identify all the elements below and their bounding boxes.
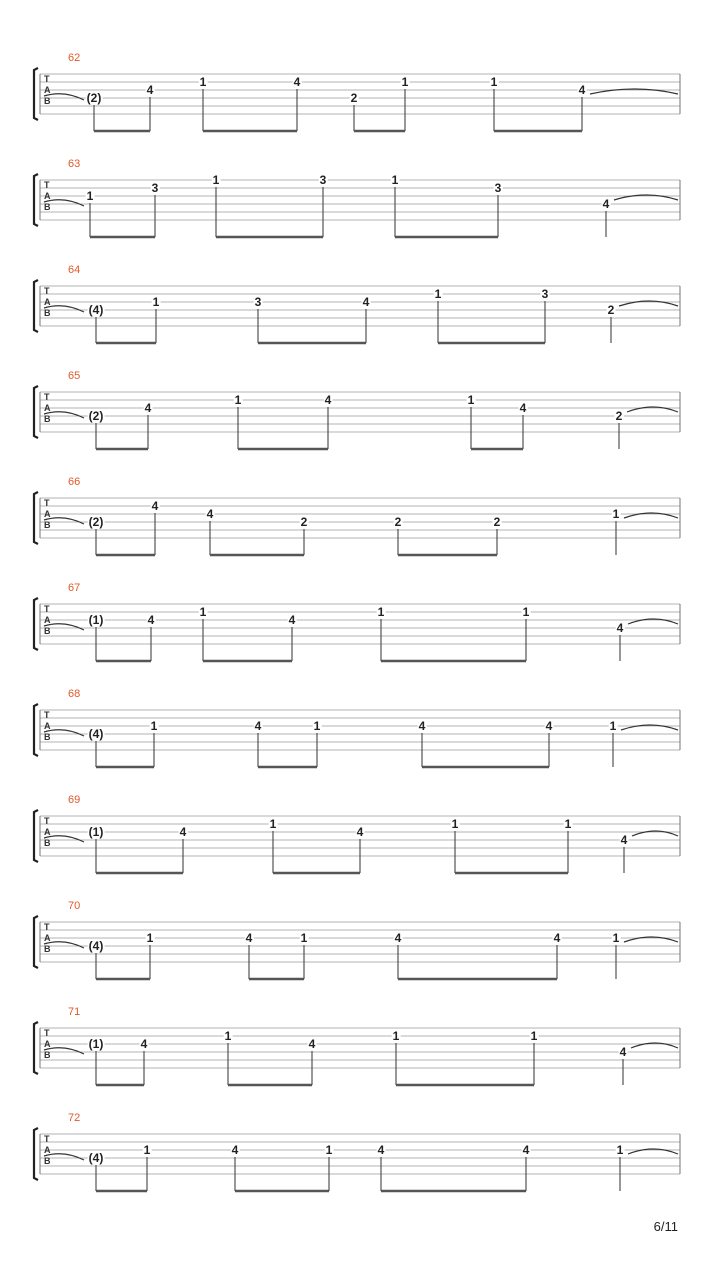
fret-number: 1 bbox=[451, 817, 459, 831]
fret-number: 4 bbox=[418, 719, 426, 733]
tab-system bbox=[0, 476, 720, 582]
tab-system bbox=[0, 794, 720, 900]
fret-number: 4 bbox=[288, 613, 296, 627]
tab-staff bbox=[0, 1112, 720, 1218]
tab-clef-letter: B bbox=[44, 944, 51, 954]
measure-number: 62 bbox=[68, 52, 81, 64]
tab-system bbox=[0, 158, 720, 264]
tab-clef-letter: B bbox=[44, 202, 51, 212]
fret-number: 3 bbox=[494, 181, 502, 195]
tab-clef-letter: A bbox=[44, 827, 51, 837]
tab-clef-letter: B bbox=[44, 838, 51, 848]
fret-number: 4 bbox=[144, 401, 152, 415]
tab-clef-letter: B bbox=[44, 1156, 51, 1166]
fret-number: 4 bbox=[179, 825, 187, 839]
tab-staff bbox=[0, 582, 720, 688]
fret-number: 1 bbox=[300, 931, 308, 945]
tab-clef-letter: T bbox=[44, 1134, 50, 1144]
fret-number: 4 bbox=[151, 499, 159, 513]
fret-number: 3 bbox=[541, 287, 549, 301]
fret-number: 4 bbox=[522, 1143, 530, 1157]
system-bracket bbox=[34, 598, 38, 650]
fret-number: 1 bbox=[564, 817, 572, 831]
fret-number: 2 bbox=[493, 515, 501, 529]
fret-number: 4 bbox=[553, 931, 561, 945]
tab-clef-letter: A bbox=[44, 191, 51, 201]
fret-number: 1 bbox=[143, 1143, 151, 1157]
fret-number: 1 bbox=[401, 75, 409, 89]
tab-clef-letter: B bbox=[44, 1050, 51, 1060]
fret-number: 4 bbox=[620, 833, 628, 847]
tab-system bbox=[0, 52, 720, 158]
fret-number: 4 bbox=[146, 83, 154, 97]
fret-number: 3 bbox=[254, 295, 262, 309]
tab-clef-letter: T bbox=[44, 74, 50, 84]
fret-number: 1 bbox=[152, 295, 160, 309]
tab-system bbox=[0, 264, 720, 370]
tab-clef-letter: B bbox=[44, 96, 51, 106]
system-bracket bbox=[34, 174, 38, 226]
fret-number: 1 bbox=[377, 605, 385, 619]
fret-number: (1) bbox=[88, 825, 104, 839]
fret-number: 1 bbox=[434, 287, 442, 301]
fret-number: 2 bbox=[350, 91, 358, 105]
measure-number: 70 bbox=[68, 900, 81, 912]
fret-number: (4) bbox=[88, 303, 104, 317]
tab-clef-letter: T bbox=[44, 922, 50, 932]
system-bracket bbox=[34, 810, 38, 862]
tab-clef-letter: A bbox=[44, 509, 51, 519]
fret-number: (1) bbox=[88, 613, 104, 627]
tab-staff bbox=[0, 370, 720, 476]
tab-system bbox=[0, 1112, 720, 1218]
tab-clef-letter: A bbox=[44, 1145, 51, 1155]
system-bracket bbox=[34, 1128, 38, 1180]
tab-clef-letter: T bbox=[44, 816, 50, 826]
fret-number: 1 bbox=[150, 719, 158, 733]
fret-number: 1 bbox=[616, 1143, 624, 1157]
fret-number: (4) bbox=[88, 1151, 104, 1165]
tab-system bbox=[0, 900, 720, 1006]
fret-number: 4 bbox=[394, 931, 402, 945]
fret-number: 1 bbox=[313, 719, 321, 733]
fret-number: 4 bbox=[245, 931, 253, 945]
system-bracket bbox=[34, 68, 38, 120]
tab-clef-letter: B bbox=[44, 308, 51, 318]
tab-clef-letter: B bbox=[44, 520, 51, 530]
measure-number: 67 bbox=[68, 582, 81, 594]
tab-clef-letter: T bbox=[44, 498, 50, 508]
tab-staff bbox=[0, 900, 720, 1006]
tab-clef-letter: T bbox=[44, 710, 50, 720]
tab-staff bbox=[0, 264, 720, 370]
tab-clef-letter: A bbox=[44, 297, 51, 307]
fret-number: 1 bbox=[392, 1029, 400, 1043]
fret-number: 1 bbox=[522, 605, 530, 619]
fret-number: 1 bbox=[199, 605, 207, 619]
fret-number: 4 bbox=[206, 507, 214, 521]
tab-clef-letter: T bbox=[44, 1028, 50, 1038]
fret-number: 4 bbox=[602, 197, 610, 211]
measure-number: 72 bbox=[68, 1112, 81, 1124]
fret-number: 4 bbox=[619, 1045, 627, 1059]
system-bracket bbox=[34, 704, 38, 756]
fret-number: 1 bbox=[212, 173, 220, 187]
fret-number: 1 bbox=[325, 1143, 333, 1157]
tab-clef-letter: B bbox=[44, 414, 51, 424]
fret-number: 1 bbox=[86, 189, 94, 203]
system-bracket bbox=[34, 916, 38, 968]
tab-clef-letter: T bbox=[44, 286, 50, 296]
system-bracket bbox=[34, 386, 38, 438]
tab-clef-letter: T bbox=[44, 392, 50, 402]
system-bracket bbox=[34, 280, 38, 332]
fret-number: 1 bbox=[609, 719, 617, 733]
fret-number: 4 bbox=[578, 83, 586, 97]
measure-number: 68 bbox=[68, 688, 81, 700]
fret-number: 4 bbox=[324, 393, 332, 407]
fret-number: 4 bbox=[362, 295, 370, 309]
tab-staff bbox=[0, 476, 720, 582]
fret-number: 4 bbox=[147, 613, 155, 627]
fret-number: 1 bbox=[490, 75, 498, 89]
measure-number: 63 bbox=[68, 158, 81, 170]
tab-staff bbox=[0, 158, 720, 264]
fret-number: 4 bbox=[308, 1037, 316, 1051]
tab-clef-letter: A bbox=[44, 1039, 51, 1049]
fret-number: 1 bbox=[146, 931, 154, 945]
tab-staff bbox=[0, 688, 720, 794]
fret-number: (4) bbox=[88, 939, 104, 953]
fret-number: 4 bbox=[254, 719, 262, 733]
tab-clef-letter: A bbox=[44, 85, 51, 95]
tab-clef-letter: B bbox=[44, 626, 51, 636]
tab-clef-letter: A bbox=[44, 403, 51, 413]
fret-number: 4 bbox=[356, 825, 364, 839]
fret-number: 2 bbox=[607, 303, 615, 317]
tab-system bbox=[0, 1006, 720, 1112]
tab-clef-letter: A bbox=[44, 615, 51, 625]
fret-number: 4 bbox=[293, 75, 301, 89]
tab-system bbox=[0, 582, 720, 688]
tab-staff bbox=[0, 52, 720, 158]
fret-number: 1 bbox=[224, 1029, 232, 1043]
fret-number: 4 bbox=[231, 1143, 239, 1157]
fret-number: 2 bbox=[300, 515, 308, 529]
measure-number: 66 bbox=[68, 476, 81, 488]
measure-number: 71 bbox=[68, 1006, 81, 1018]
fret-number: (2) bbox=[88, 409, 104, 423]
fret-number: 1 bbox=[467, 393, 475, 407]
fret-number: (4) bbox=[88, 727, 104, 741]
tab-staff bbox=[0, 1006, 720, 1112]
tab-system bbox=[0, 688, 720, 794]
fret-number: 4 bbox=[140, 1037, 148, 1051]
measure-number: 69 bbox=[68, 794, 81, 806]
fret-number: (2) bbox=[88, 515, 104, 529]
fret-number: 3 bbox=[319, 173, 327, 187]
fret-number: (1) bbox=[88, 1037, 104, 1051]
tab-clef-letter: T bbox=[44, 180, 50, 190]
measure-number: 64 bbox=[68, 264, 81, 276]
fret-number: 1 bbox=[199, 75, 207, 89]
fret-number: 4 bbox=[616, 621, 624, 635]
tab-clef-letter: A bbox=[44, 721, 51, 731]
system-bracket bbox=[34, 1022, 38, 1074]
fret-number: (2) bbox=[86, 91, 102, 105]
fret-number: 4 bbox=[545, 719, 553, 733]
page-number: 6/11 bbox=[653, 1219, 678, 1234]
fret-number: 1 bbox=[234, 393, 242, 407]
fret-number: 2 bbox=[615, 409, 623, 423]
fret-number: 3 bbox=[151, 181, 159, 195]
fret-number: 1 bbox=[530, 1029, 538, 1043]
fret-number: 1 bbox=[612, 507, 620, 521]
fret-number: 4 bbox=[377, 1143, 385, 1157]
fret-number: 2 bbox=[394, 515, 402, 529]
tab-clef-letter: B bbox=[44, 732, 51, 742]
system-bracket bbox=[34, 492, 38, 544]
fret-number: 1 bbox=[269, 817, 277, 831]
fret-number: 4 bbox=[519, 401, 527, 415]
tab-system bbox=[0, 370, 720, 476]
fret-number: 1 bbox=[612, 931, 620, 945]
fret-number: 1 bbox=[391, 173, 399, 187]
measure-number: 65 bbox=[68, 370, 81, 382]
tab-clef-letter: T bbox=[44, 604, 50, 614]
tab-clef-letter: A bbox=[44, 933, 51, 943]
tab-staff bbox=[0, 794, 720, 900]
